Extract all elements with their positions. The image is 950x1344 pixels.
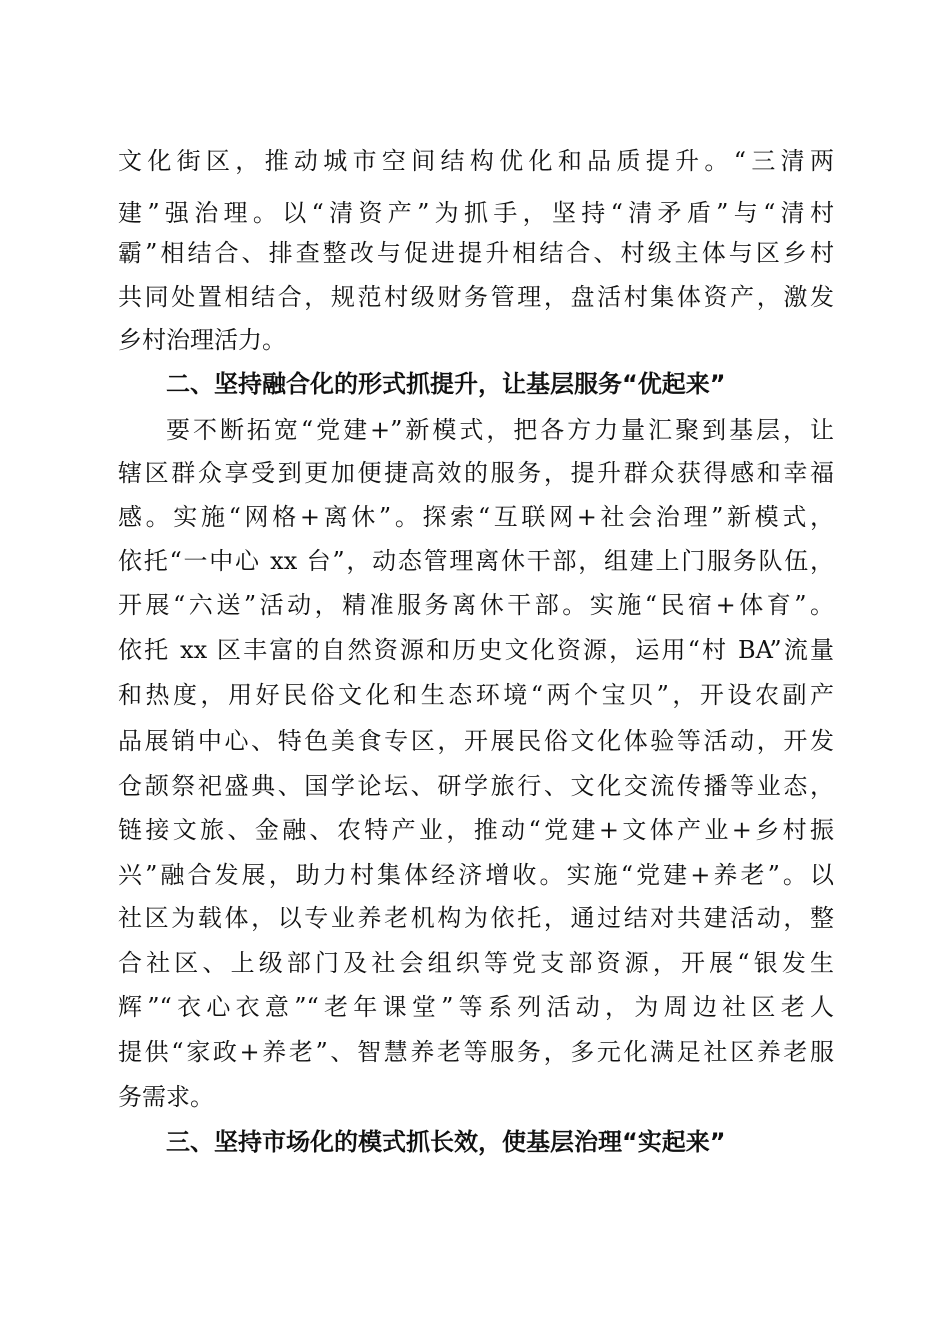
paragraph-line: 依托 xx 区丰富的自然资源和历史文化资源，运用“村 BA”流量	[118, 636, 834, 664]
paragraph-line: 感。实施“网格+离休”。探索“互联网+社会治理”新模式，	[118, 503, 834, 531]
paragraph-line: 建”强治理。以“清资产”为抓手，坚持“清矛盾”与“清村	[118, 199, 834, 227]
paragraph-line: 合社区、上级部门及社会组织等党支部资源，开展“银发生	[118, 949, 834, 977]
paragraph-line: 文化街区，推动城市空间结构优化和品质提升。“三清两	[118, 147, 834, 175]
paragraph-line: 霸”相结合、排查整改与促进提升相结合、村级主体与区乡村	[118, 239, 834, 267]
section-heading-3: 三、坚持市场化的模式抓长效，使基层治理“实起来”	[166, 1128, 726, 1156]
paragraph-line: 仓颉祭祀盛典、国学论坛、研学旅行、文化交流传播等业态，	[118, 772, 834, 800]
paragraph-line: 链接文旅、金融、农特产业，推动“党建+文体产业+乡村振	[118, 816, 834, 844]
paragraph-line: 依托“一中心 xx 台”，动态管理离休干部，组建上门服务队伍，	[118, 547, 834, 575]
paragraph-line: 务需求。	[118, 1083, 214, 1111]
paragraph-line: 社区为载体，以专业养老机构为依托，通过结对共建活动，整	[118, 904, 834, 932]
section-heading-2: 二、坚持融合化的形式抓提升，让基层服务“优起来”	[166, 370, 726, 398]
paragraph-line: 共同处置相结合，规范村级财务管理，盘活村集体资产，激发	[118, 283, 834, 311]
paragraph-line: 和热度，用好民俗文化和生态环境“两个宝贝”，开设农副产	[118, 681, 834, 709]
paragraph-line: 开展“六送”活动，精准服务离休干部。实施“民宿+体育”。	[118, 591, 834, 619]
paragraph-line: 辉”“衣心衣意”“老年课堂”等系列活动，为周边社区老人	[118, 993, 834, 1021]
paragraph-line: 品展销中心、特色美食专区，开展民俗文化体验等活动，开发	[118, 727, 834, 755]
paragraph-line: 乡村治理活力。	[118, 326, 286, 354]
paragraph-line: 辖区群众享受到更加便捷高效的服务，提升群众获得感和幸福	[118, 459, 834, 487]
paragraph-line: 提供“家政+养老”、智慧养老等服务，多元化满足社区养老服	[118, 1038, 834, 1066]
paragraph-line: 要不断拓宽“党建+”新模式，把各方力量汇聚到基层，让	[166, 416, 834, 444]
paragraph-line: 兴”融合发展，助力村集体经济增收。实施“党建+养老”。以	[118, 861, 834, 889]
